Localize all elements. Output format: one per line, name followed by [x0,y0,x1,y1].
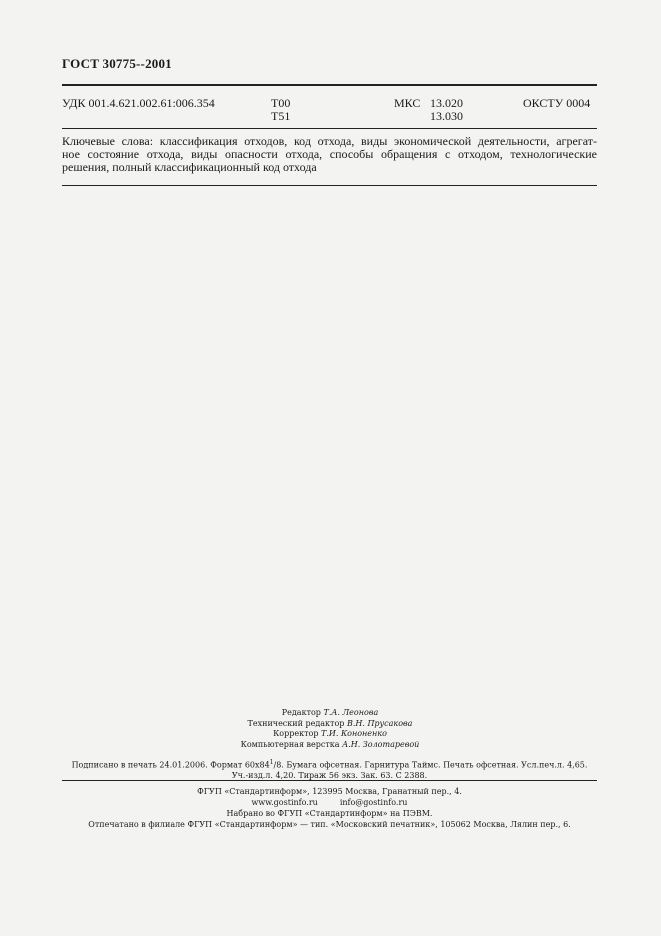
typeset-note: Набрано во ФГУП «Стандартинформ» на ПЭВМ. [226,809,433,818]
keywords-line: Ключевые слова: классификация отходов, код отхода, виды экономической деятельности, агрегат- [62,134,597,148]
t-code: Т51 [271,109,291,123]
keywords-line: ное состояние отхода, виды опасности отхода, способы обращения с отходом, технологические [62,147,597,161]
printer-contacts [62,797,597,808]
standard-title: ГОСТ 30775--2001 [62,56,172,71]
keywords-paragraph [62,135,597,174]
mks-code: 13.020 [430,96,463,110]
printer-website: www.gostinfo.ru [251,798,318,807]
publication-info [62,758,597,782]
t-code: Т00 [271,96,291,110]
classification-rule [62,128,597,129]
t-codes [271,97,290,123]
publication-line-2: Уч.-изд.л. 4,20. Тираж 56 экз. Зак. 63. С 2388. [231,771,428,781]
keywords-line: решения, полный классификационный код отхода [62,160,317,174]
printer-address: ФГУП «Стандартинформ», 123995 Москва, Гранатный пер., 4. [197,787,462,796]
top-rule [62,84,597,86]
credit-tech-editor: Технический редактор В.Н. Прусакова [247,718,413,728]
udk-code: УДК 001.4.621.002.61:006.354 [62,96,215,110]
credit-proofreader: Корректор Т.И. Кононенко [273,729,387,738]
keywords-rule [62,185,597,186]
credits-block [180,708,480,750]
credit-editor: Редактор Т.А. Леонова [281,708,379,717]
printed-note: Отпечатано в филиале ФГУП «Стандартинформ» — тип. «Московский печатник», 105062 Москва, Лялин пер., 6. [88,820,571,829]
mks-codes [430,97,463,123]
publication-line-1: Подписано в печать 24.01.2006. Формат $60x84^1/8$. Бумага офсетная. Гарнитура Таймс. Печать офсетная. Усл.печ.л. 4,65. [71,759,588,770]
mks-code: 13.030 [430,109,463,123]
printer-info [62,786,597,830]
mks-label: МКС [394,96,421,110]
printer-email: info@gostinfo.ru [339,798,408,807]
okstu-code: ОКСТУ 0004 [523,96,591,110]
publication-rule [62,780,597,781]
credit-layout: Компьютерная верстка А.Н. Золотаревой [240,739,420,749]
